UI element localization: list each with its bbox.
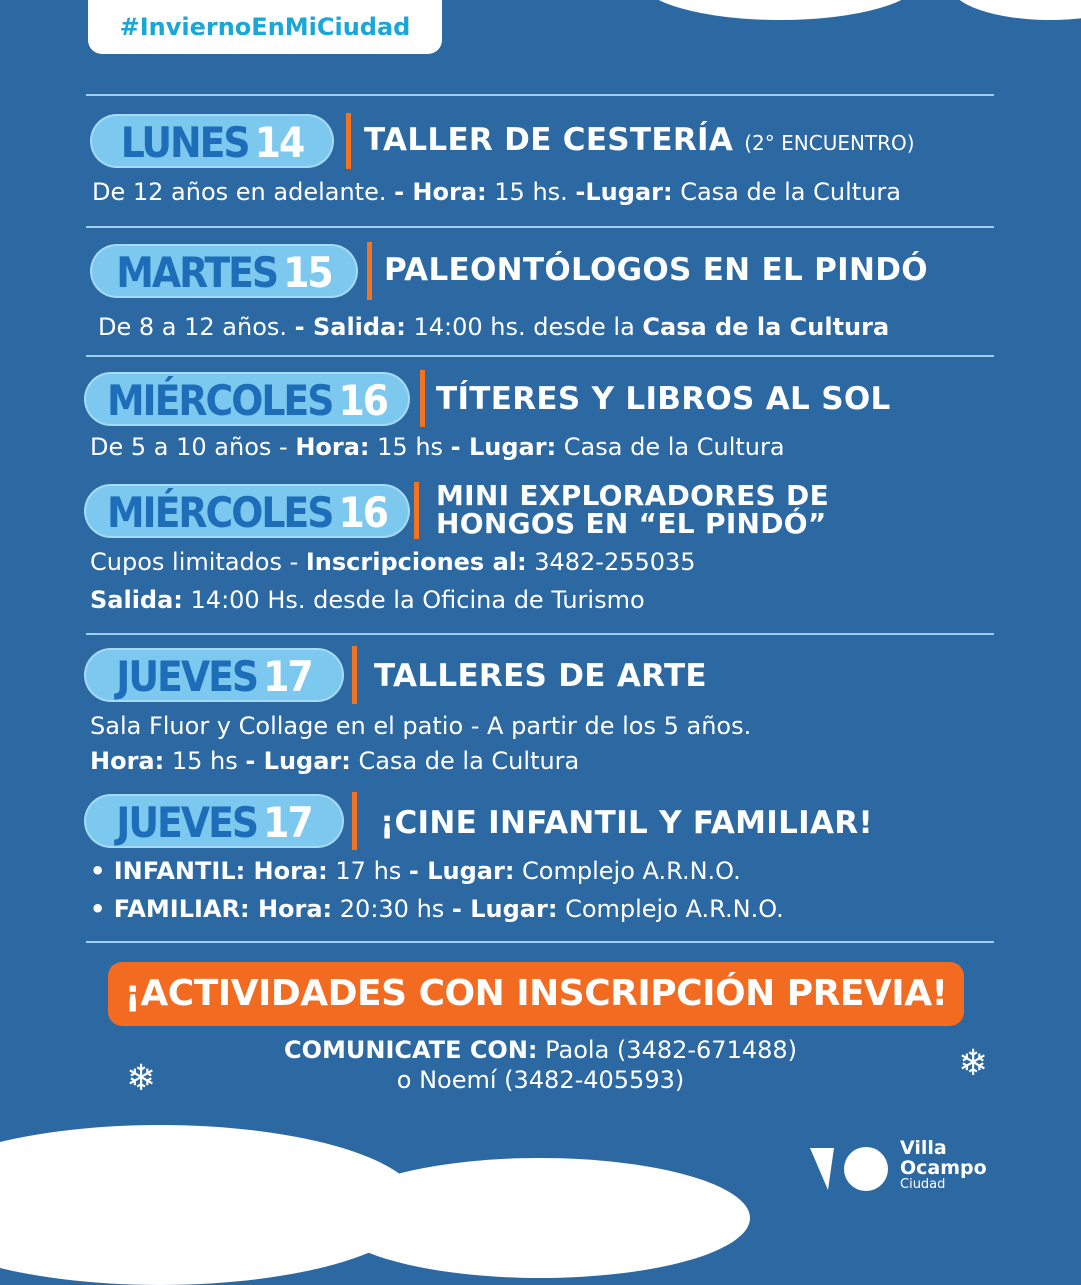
event-detail (90, 548, 696, 576)
divider (86, 633, 994, 635)
detail-value: 17 hs (327, 857, 409, 885)
event-detail (90, 586, 645, 614)
detail-value: 15 hs. (486, 178, 576, 206)
detail-value: 15 hs (164, 747, 246, 775)
detail-label: - Hora: (394, 178, 487, 206)
detail-label: - Lugar: (450, 433, 557, 461)
detail-label: -Lugar: (575, 178, 673, 206)
villa-ocampo-logo (808, 1138, 1018, 1200)
event-detail (90, 895, 784, 923)
detail-value: Complejo A.R.N.O. (557, 895, 784, 923)
event-title (436, 479, 830, 540)
detail-label: - Lugar: (408, 857, 515, 885)
registration-banner: ¡ACTIVIDADES CON INSCRIPCIÓN PREVIA! (108, 962, 964, 1026)
day-badge (84, 484, 410, 538)
day-name: MIÉRCOLES (106, 488, 333, 537)
day-name: JUEVES (116, 652, 258, 701)
day-badge (84, 794, 344, 848)
event-title (364, 122, 915, 158)
detail-label: Inscripciones al: (305, 548, 527, 576)
contact-line-1 (0, 1036, 1081, 1064)
detail-value: 15 hs (369, 433, 451, 461)
event-detail (98, 313, 889, 341)
hashtag-badge: #InviernoEnMiCiudad (88, 0, 442, 54)
detail-label: Casa de la Cultura (642, 313, 890, 341)
snowflake-icon: ❄ (126, 1058, 157, 1099)
detail-value: Sala Fluor y Collage en el patio - A partir de los 5 años. (90, 712, 752, 740)
detail-value: Casa de la Cultura (556, 433, 785, 461)
day-number: 17 (263, 652, 312, 701)
divider (86, 355, 994, 357)
detail-value: Complejo A.R.N.O. (514, 857, 741, 885)
detail-label: • INFANTIL: Hora: (90, 857, 328, 885)
detail-value: De 8 a 12 años. (98, 313, 295, 341)
event-title-text: TALLER DE CESTERÍA (364, 122, 734, 158)
cloud-decoration (640, 0, 920, 20)
event-detail (90, 433, 785, 461)
logo-text-ciudad: Ciudad (900, 1177, 946, 1192)
day-name: MARTES (116, 248, 278, 297)
event-detail (90, 712, 751, 740)
day-badge (84, 648, 344, 702)
day-name: JUEVES (116, 798, 258, 847)
detail-label: - Salida: (294, 313, 406, 341)
cloud-decoration (950, 0, 1081, 20)
divider (86, 941, 994, 943)
detail-value: 20:30 hs (332, 895, 452, 923)
cloud-decoration (330, 1158, 750, 1278)
day-number: 17 (263, 798, 312, 847)
event-detail (90, 747, 579, 775)
snowflake-icon: ❄ (958, 1043, 989, 1084)
event-detail (92, 178, 901, 206)
detail-label: - Lugar: (245, 747, 351, 775)
accent-bar (352, 792, 357, 850)
day-name: LUNES (120, 118, 249, 167)
day-number: 14 (254, 118, 304, 167)
event-title: TALLERES DE ARTE (374, 658, 707, 694)
detail-value: 14:00 Hs. desde la Oficina de Turismo (182, 586, 645, 614)
day-badge (84, 372, 410, 426)
detail-label: Hora: (295, 433, 370, 461)
detail-value: De 12 años en adelante. (92, 178, 395, 206)
accent-bar (414, 482, 419, 539)
accent-bar (346, 113, 351, 169)
logo-mark-icon (808, 1144, 898, 1194)
contact-paola: Paola (3482-671488) (537, 1036, 798, 1064)
logo-text-ocampo: Ocampo (900, 1157, 987, 1179)
event-detail (90, 857, 741, 885)
day-badge (90, 114, 334, 168)
accent-bar (420, 370, 425, 427)
event-title-note: (2° ENCUENTRO) (744, 131, 915, 155)
contact-line-2: o Noemí (3482-405593) (396, 1066, 685, 1094)
logo-text-villa: Villa (900, 1137, 947, 1159)
detail-value: Casa de la Cultura (350, 747, 580, 775)
day-badge (90, 244, 358, 298)
event-title: ¡CINE INFANTIL Y FAMILIAR! (380, 805, 873, 841)
detail-label: Hora: (90, 747, 165, 775)
event-title-line: HONGOS EN “EL PINDÓ” (436, 507, 827, 540)
detail-label: • FAMILIAR: Hora: (90, 895, 333, 923)
event-title: PALEONTÓLOGOS EN EL PINDÓ (384, 252, 928, 288)
accent-bar (352, 646, 357, 704)
detail-label: Salida: (90, 586, 183, 614)
detail-value: Casa de la Cultura (672, 178, 901, 206)
event-title-line: MINI EXPLORADORES DE (436, 479, 830, 512)
accent-bar (367, 242, 372, 300)
day-number: 16 (338, 376, 388, 425)
day-name: MIÉRCOLES (106, 376, 333, 425)
divider (86, 94, 994, 96)
detail-value: 14:00 hs. desde la (405, 313, 643, 341)
detail-value: De 5 a 10 años - (90, 433, 296, 461)
detail-value: 3482-255035 (526, 548, 696, 576)
detail-label: - Lugar: (451, 895, 558, 923)
detail-value: Cupos limitados - (90, 548, 306, 576)
day-number: 16 (338, 488, 388, 537)
contact-label: COMUNICATE CON: (283, 1036, 538, 1064)
divider (86, 226, 994, 228)
day-number: 15 (283, 248, 332, 297)
event-title: TÍTERES Y LIBROS AL SOL (436, 381, 891, 417)
